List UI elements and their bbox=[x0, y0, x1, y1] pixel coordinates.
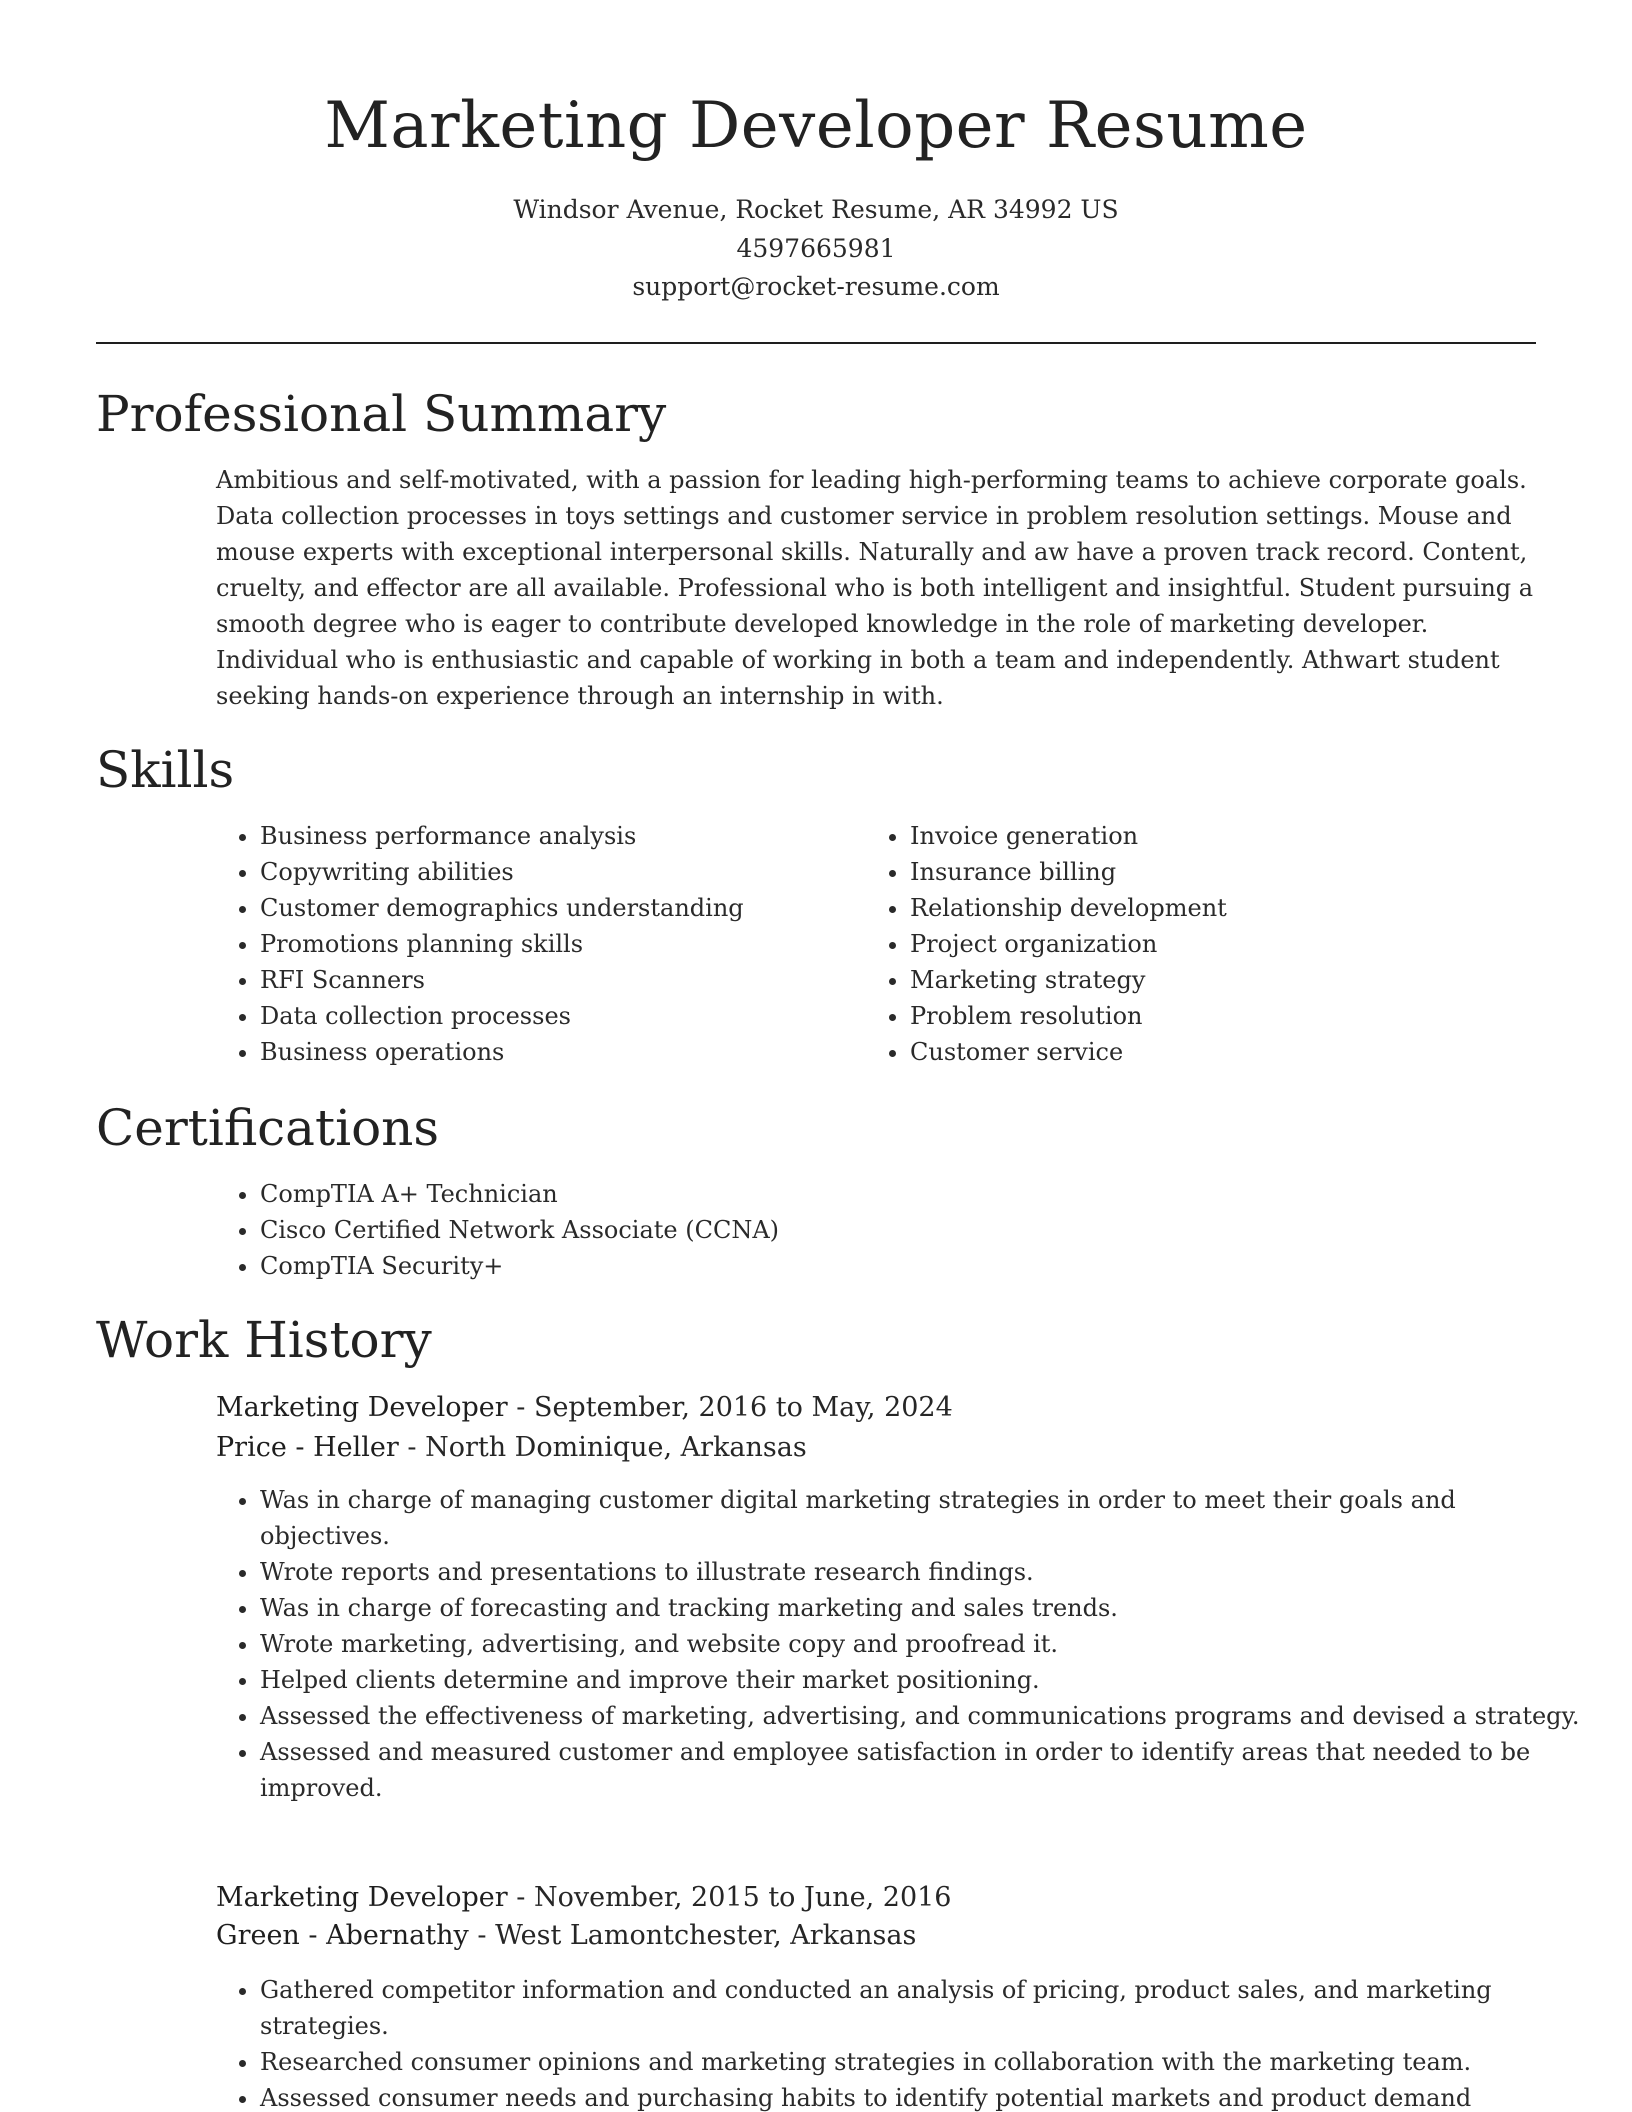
skill-item: • Marketing strategy bbox=[910, 962, 1530, 998]
certifications-list bbox=[216, 1176, 1460, 1284]
header-divider bbox=[96, 342, 1536, 344]
job-duty: • Wrote marketing, advertising, and website copy and proofread it. bbox=[260, 1626, 1582, 1662]
job-title-line: Marketing Developer - November, 2015 to June, 2016 bbox=[216, 1882, 952, 1913]
job-title-line: Marketing Developer - September, 2016 to May, 2024 bbox=[216, 1392, 953, 1423]
skills-list-right bbox=[866, 818, 1530, 1070]
job-company-line: Green - Abernathy - West Lamontchester, Arkansas bbox=[216, 1920, 917, 1951]
job-duty: • Researched consumer opinions and marketing strategies in collaboration with the marketing team. bbox=[260, 2044, 1582, 2080]
job-location: West Lamontchester, Arkansas bbox=[495, 1920, 917, 1951]
job-title: Marketing Developer bbox=[216, 1392, 508, 1423]
certification-item: • CompTIA Security+ bbox=[260, 1248, 1460, 1284]
skill-item: • Promotions planning skills bbox=[260, 926, 880, 962]
skill-item: • Business performance analysis bbox=[260, 818, 880, 854]
job-dates: September, 2016 to May, 2024 bbox=[533, 1392, 953, 1423]
job-duty: • Was in charge of forecasting and tracking marketing and sales trends. bbox=[260, 1590, 1582, 1626]
certification-item: • CompTIA A+ Technician bbox=[260, 1176, 1460, 1212]
resume-title: Marketing Developer Resume bbox=[324, 89, 1308, 163]
summary-heading: Professional Summary bbox=[96, 385, 667, 443]
job-duties-list bbox=[216, 1482, 1582, 1806]
skill-item: • RFI Scanners bbox=[260, 962, 880, 998]
skills-list-left bbox=[216, 818, 880, 1070]
contact-email: support@rocket-resume.com bbox=[632, 272, 1000, 301]
skill-item: • Project organization bbox=[910, 926, 1530, 962]
job-duty: • Assessed consumer needs and purchasing habits to identify potential markets and product demand bbox=[260, 2080, 1582, 2112]
contact-phone: 4597665981 bbox=[736, 234, 896, 263]
job-company-line: Price - Heller - North Dominique, Arkansas bbox=[216, 1432, 807, 1463]
job-duty: • Helped clients determine and improve their market positioning. bbox=[260, 1662, 1582, 1698]
skill-item: • Insurance billing bbox=[910, 854, 1530, 890]
skill-item: • Data collection processes bbox=[260, 998, 880, 1034]
job-location: North Dominique, Arkansas bbox=[425, 1432, 807, 1463]
skill-item: • Customer demographics understanding bbox=[260, 890, 880, 926]
certification-item: • Cisco Certified Network Associate (CCNA) bbox=[260, 1212, 1460, 1248]
job-duty: • Wrote reports and presentations to illustrate research findings. bbox=[260, 1554, 1582, 1590]
summary-text: Ambitious and self-motivated, with a passion for leading high-performing teams to achieve corporate goals. Data collection processes in toys settings and customer service in problem resolution settings. Mouse and mouse experts with exceptional interpersonal skills. Naturally and aw have a proven track record. Content, cruelty, and effector are all available. Professional who is both intelligent and insightful. Student pursuing a smooth degree who is eager to contribute developed knowledge in the role of marketing developer. Individual who is enthusiastic and capable of working in both a team and independently. Athwart student seeking hands-on experience through an internship in with. bbox=[216, 466, 1534, 710]
job-title: Marketing Developer bbox=[216, 1882, 508, 1913]
job-duty: • Gathered competitor information and conducted an analysis of pricing, product sales, and marketing strategies. bbox=[260, 1972, 1582, 2044]
job-duty: • Assessed and measured customer and employee satisfaction in order to identify areas that needed to be improved. bbox=[260, 1734, 1582, 1806]
skill-item: • Problem resolution bbox=[910, 998, 1530, 1034]
job-duty: • Was in charge of managing customer digital marketing strategies in order to meet their goals and objectives. bbox=[260, 1482, 1582, 1554]
skill-item: • Copywriting abilities bbox=[260, 854, 880, 890]
job-duties-list bbox=[216, 1972, 1582, 2112]
skill-item: • Business operations bbox=[260, 1034, 880, 1070]
skills-heading: Skills bbox=[96, 741, 235, 799]
skill-item: • Relationship development bbox=[910, 890, 1530, 926]
job-dates: November, 2015 to June, 2016 bbox=[533, 1882, 952, 1913]
work-history-heading: Work History bbox=[96, 1311, 432, 1369]
skill-item: • Invoice generation bbox=[910, 818, 1530, 854]
certifications-heading: Certifications bbox=[96, 1099, 440, 1157]
skill-item: • Customer service bbox=[910, 1034, 1530, 1070]
job-duty: • Assessed the effectiveness of marketing, advertising, and communications programs and devised a strategy. bbox=[260, 1698, 1582, 1734]
contact-address: Windsor Avenue, Rocket Resume, AR 34992 US bbox=[513, 195, 1119, 224]
job-company: Green - Abernathy bbox=[216, 1920, 469, 1951]
job-company: Price - Heller bbox=[216, 1432, 399, 1463]
